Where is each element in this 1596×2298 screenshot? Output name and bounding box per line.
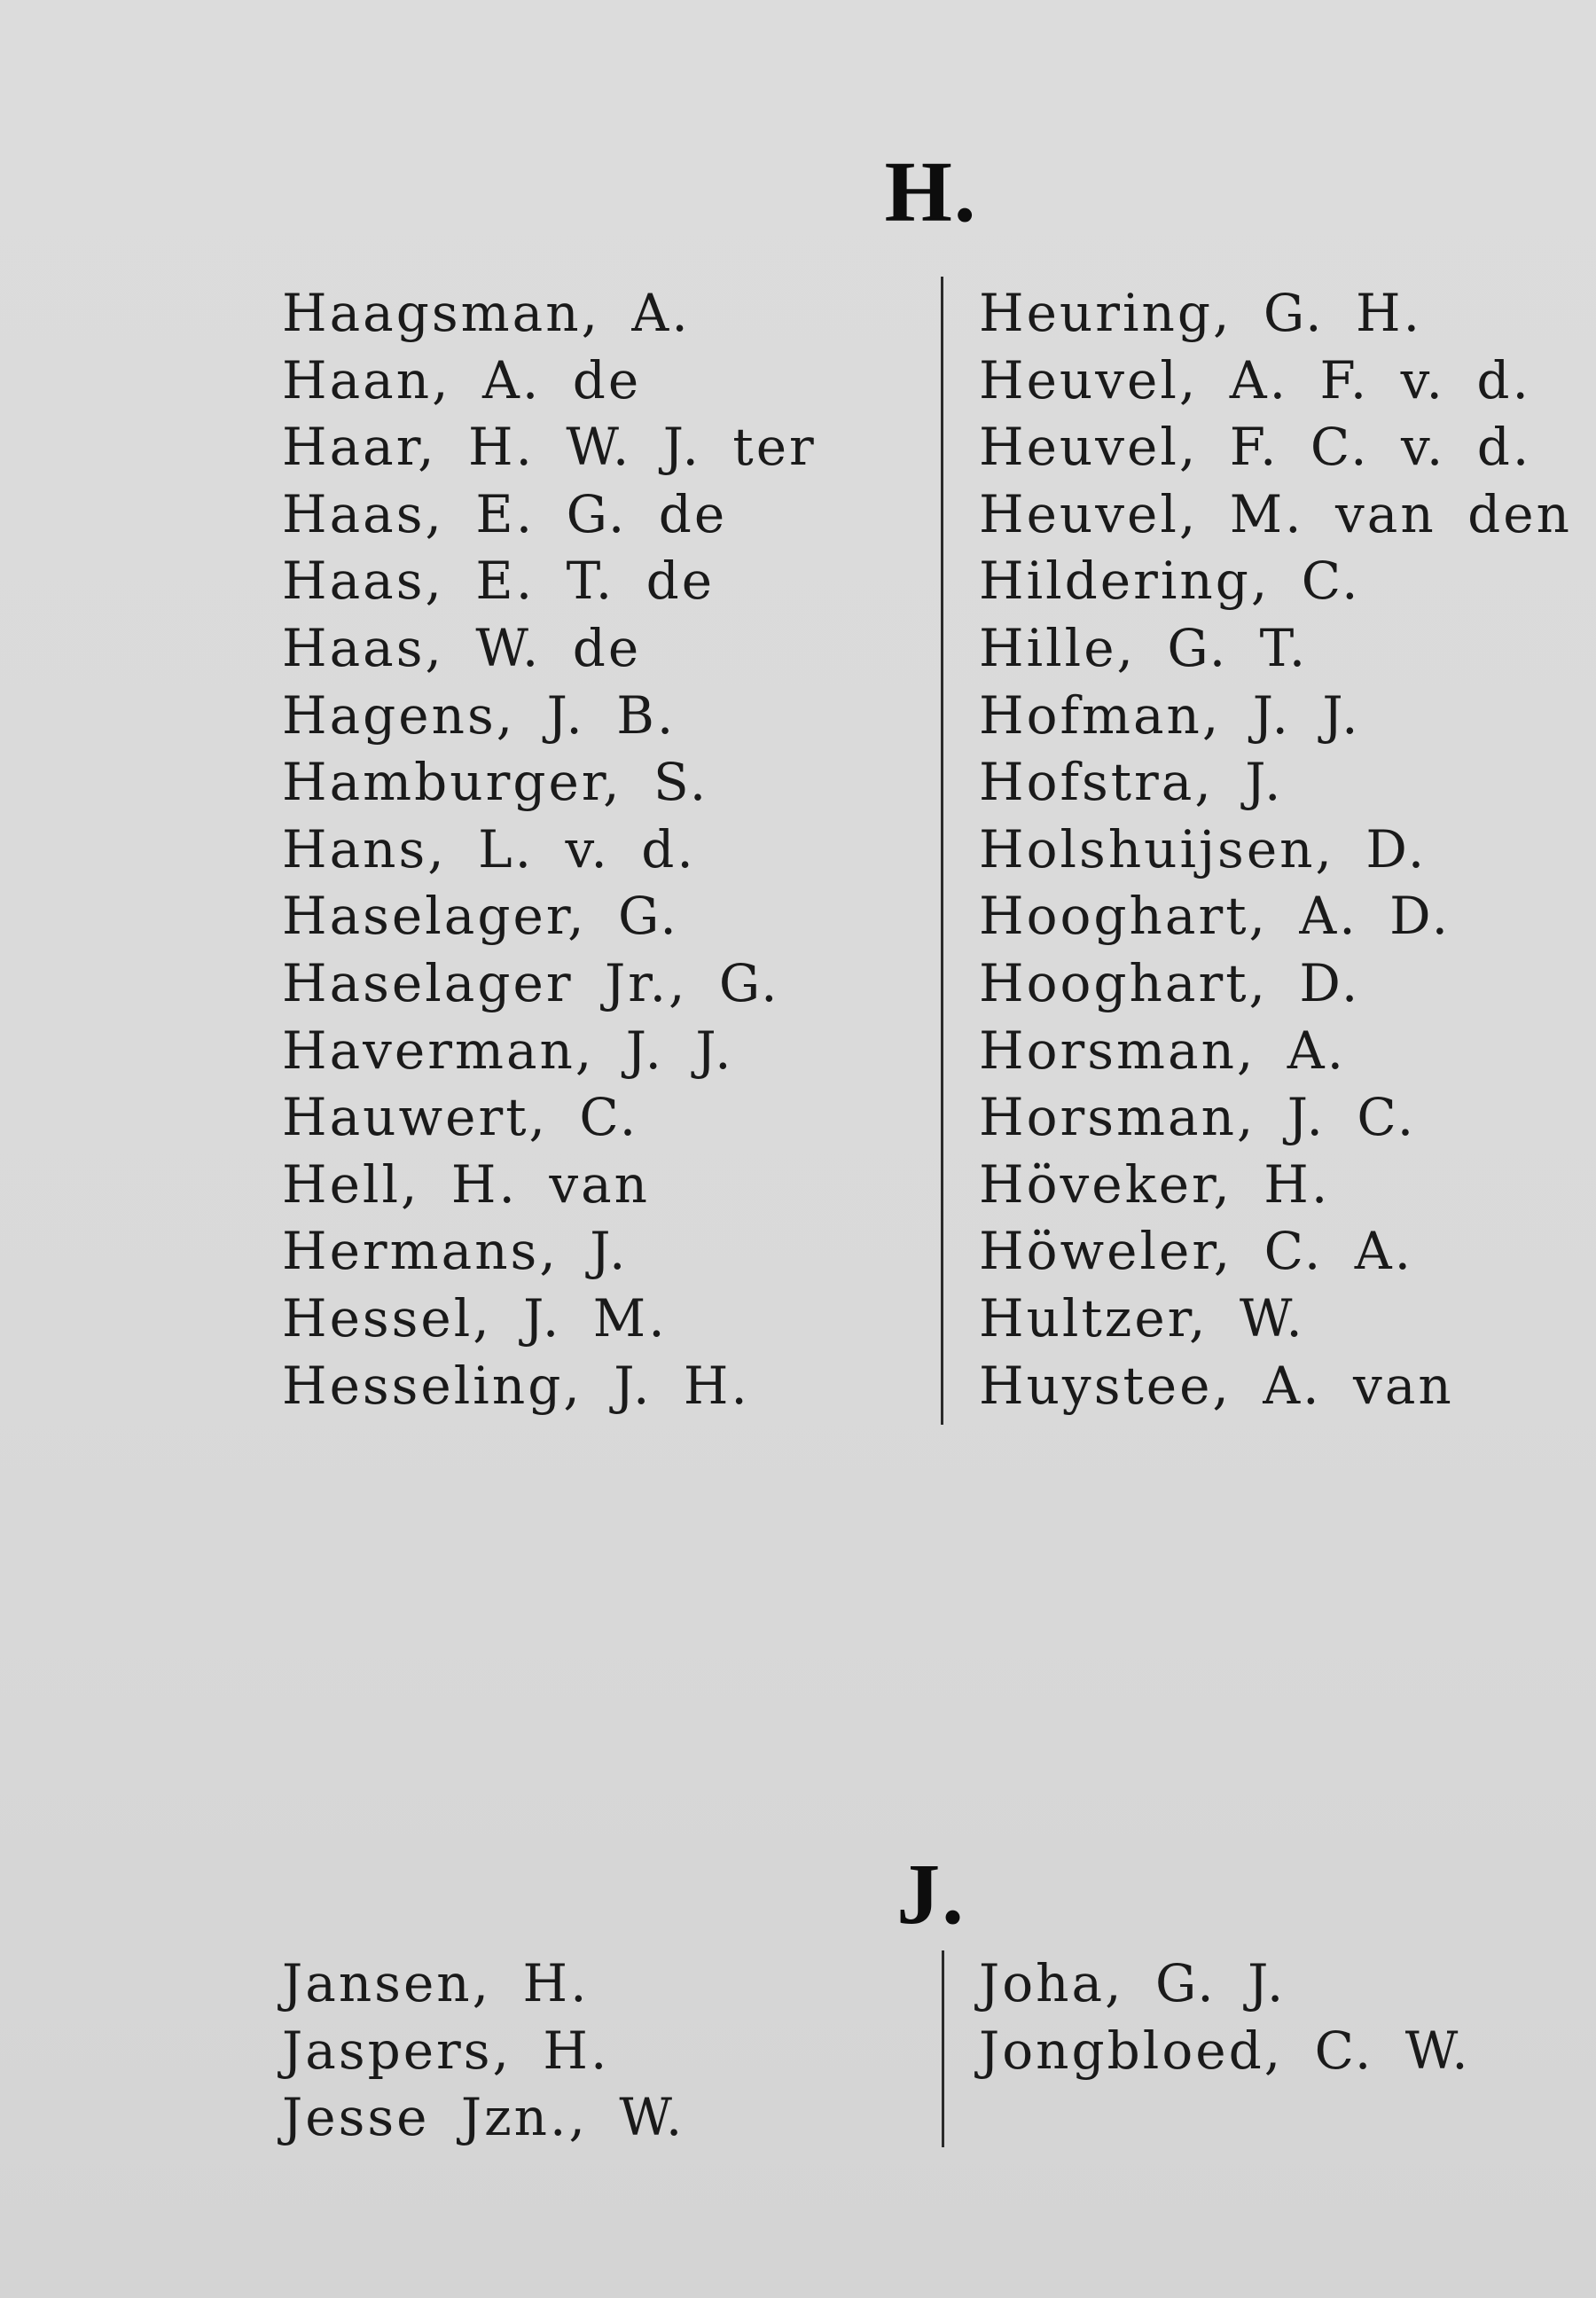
- list-item: Jongbloed, C. W.: [979, 2020, 1471, 2081]
- list-item: Haan, A. de: [282, 349, 642, 410]
- list-item: Jansen, H.: [282, 1953, 590, 2013]
- list-item: Horsman, A.: [979, 1020, 1347, 1081]
- list-item: Hesseling, J. H.: [282, 1355, 750, 1416]
- name-list-h-right: [979, 280, 1572, 1419]
- list-item: Hooghart, D.: [979, 952, 1361, 1013]
- list-item: Hamburger, S.: [282, 752, 709, 813]
- list-item: Hessel, J. M.: [282, 1287, 668, 1348]
- name-list-h-left: [282, 280, 817, 1419]
- list-item: Höweler, C. A.: [979, 1221, 1414, 1282]
- column-divider-j: [942, 1950, 944, 2147]
- list-item: Hille, G. T.: [979, 617, 1309, 678]
- list-item: Hooghart, A. D.: [979, 886, 1451, 947]
- section-heading-j: J.: [896, 1847, 966, 1942]
- list-item: Horsman, J. C.: [979, 1087, 1417, 1148]
- list-item: Hans, L. v. d.: [282, 818, 696, 879]
- list-item: Jaspers, H.: [282, 2020, 610, 2081]
- list-item: Hell, H. van: [282, 1153, 651, 1215]
- column-divider-h: [941, 277, 943, 1425]
- list-item: Hermans, J.: [282, 1221, 629, 1282]
- list-item: Hultzer, W.: [979, 1287, 1305, 1348]
- list-item: Haas, W. de: [282, 617, 642, 678]
- list-item: Haselager Jr., G.: [282, 952, 780, 1013]
- name-list-j-right: [979, 1950, 1471, 2084]
- list-item: Haas, E. G. de: [282, 483, 728, 544]
- list-item: Haas, E. T. de: [282, 551, 716, 612]
- name-list-j-left: [282, 1950, 685, 2152]
- list-item: Hofman, J. J.: [979, 684, 1361, 746]
- list-item: Haar, H. W. J. ter: [282, 417, 817, 478]
- list-item: Höveker, H.: [979, 1153, 1331, 1215]
- list-item: Haselager, G.: [282, 886, 679, 947]
- list-item: Hofstra, J.: [979, 752, 1284, 813]
- list-item: Hildering, C.: [979, 551, 1361, 612]
- list-item: Hagens, J. B.: [282, 684, 677, 746]
- list-item: Haverman, J. J.: [282, 1020, 734, 1081]
- list-item: Heuvel, F. C. v. d.: [979, 417, 1532, 478]
- list-item: Heuvel, M. van den: [979, 483, 1572, 544]
- list-item: Huystee, A. van: [979, 1355, 1454, 1416]
- list-item: Haagsman, A.: [282, 283, 691, 343]
- list-item: Holshuijsen, D.: [979, 818, 1428, 879]
- list-item: Heuring, G. H.: [979, 283, 1423, 343]
- section-heading-h: H.: [884, 145, 978, 240]
- list-item: Jesse Jzn., W.: [282, 2087, 685, 2148]
- list-item: Hauwert, C.: [282, 1087, 639, 1148]
- list-item: Joha, G. J.: [979, 1953, 1287, 2013]
- list-item: Heuvel, A. F. v. d.: [979, 349, 1531, 410]
